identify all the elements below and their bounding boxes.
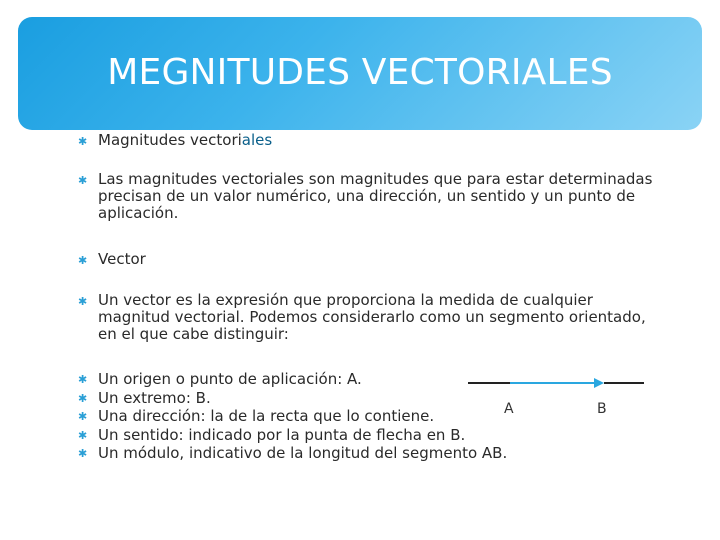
bullet-text: Un vector es la expresión que proporciona la medida de cualquier magnitud vectorial. Podemos considerarlo como un segmento orientado, en el que cabe distinguir: bbox=[98, 291, 646, 343]
list-item: ✱ Una dirección: la de la recta que lo contiene. bbox=[78, 407, 435, 425]
bullet-item bbox=[70, 292, 660, 343]
bullet-item bbox=[70, 251, 146, 268]
bullet-text: Vector bbox=[98, 250, 146, 268]
asterisk-bullet-icon: ✱ bbox=[78, 410, 88, 423]
bullet-text: Las magnitudes vectoriales son magnitudes que para estar determinadas precisan de un valor numérico, una dirección, un sentido y un punto de aplicación. bbox=[98, 170, 653, 222]
asterisk-bullet-icon: ✱ bbox=[78, 135, 88, 148]
list-item: ✱ Un extremo: B. bbox=[78, 388, 211, 407]
list-item: ✱ Un origen o punto de aplicación: A. bbox=[78, 370, 362, 388]
point-a-label: A bbox=[504, 401, 514, 417]
vector-parts-list bbox=[70, 370, 507, 463]
asterisk-bullet-icon: ✱ bbox=[78, 295, 88, 308]
list-item: ✱ Un sentido: indicado por la punta de flecha en B. bbox=[78, 425, 466, 444]
asterisk-bullet-icon: ✱ bbox=[78, 447, 88, 460]
asterisk-bullet-icon: ✱ bbox=[78, 373, 88, 386]
list-item: ✱ Un módulo, indicativo de la longitud del segmento AB. bbox=[78, 444, 508, 462]
asterisk-bullet-icon: ✱ bbox=[78, 174, 88, 187]
asterisk-bullet-icon: ✱ bbox=[78, 428, 88, 442]
vector-arrow-graphic bbox=[468, 372, 648, 392]
bullet-item bbox=[70, 132, 272, 149]
bullet-text: Magnitudes vectoriales bbox=[98, 131, 273, 149]
bullet-item bbox=[70, 171, 660, 222]
vector-diagram bbox=[468, 372, 648, 422]
asterisk-bullet-icon: ✱ bbox=[78, 391, 88, 405]
arrowhead-icon bbox=[594, 378, 604, 388]
point-b-label: B bbox=[597, 401, 607, 417]
asterisk-bullet-icon: ✱ bbox=[78, 254, 88, 267]
slide-title: MEGNITUDES VECTORIALES bbox=[107, 52, 613, 93]
